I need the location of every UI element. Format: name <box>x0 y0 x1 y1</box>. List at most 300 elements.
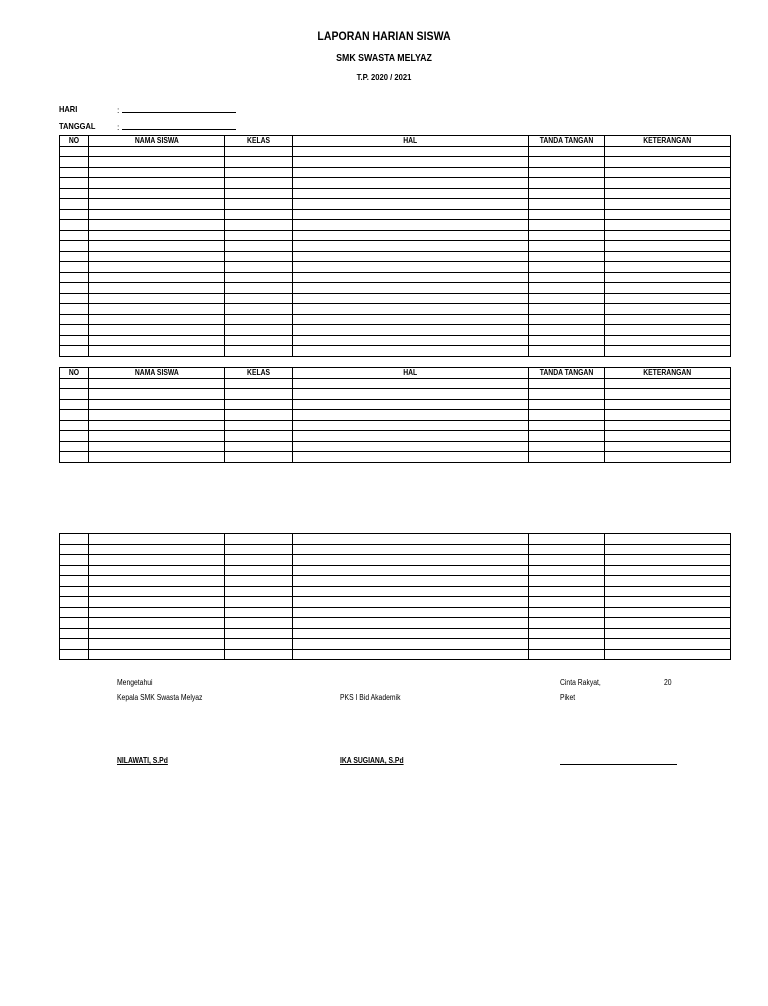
cell-kelas[interactable] <box>225 597 293 608</box>
cell-hal[interactable] <box>293 628 529 639</box>
cell-keterangan[interactable] <box>605 241 731 252</box>
cell-keterangan[interactable] <box>605 607 731 618</box>
table-row <box>60 628 731 639</box>
cell-nama-siswa[interactable] <box>89 325 225 336</box>
cell-tanda-tangan[interactable] <box>529 188 605 199</box>
cell-no[interactable] <box>60 431 89 442</box>
cell-keterangan[interactable] <box>605 335 731 346</box>
cell-keterangan[interactable] <box>605 597 731 608</box>
cell-hal[interactable] <box>293 283 529 294</box>
cell-tanda-tangan[interactable] <box>529 283 605 294</box>
cell-kelas[interactable] <box>225 441 293 452</box>
cell-kelas[interactable] <box>225 188 293 199</box>
cell-keterangan[interactable] <box>605 230 731 241</box>
cell-tanda-tangan[interactable] <box>529 441 605 452</box>
cell-kelas[interactable] <box>225 230 293 241</box>
cell-hal[interactable] <box>293 431 529 442</box>
cell-keterangan[interactable] <box>605 389 731 400</box>
report-table-3 <box>59 533 731 660</box>
school-year: T.P. 2020 / 2021 <box>356 72 412 82</box>
table-row <box>60 325 731 336</box>
cell-kelas[interactable] <box>225 262 293 273</box>
report-table-1 <box>59 135 731 357</box>
cell-no[interactable] <box>60 220 89 231</box>
cell-hal[interactable] <box>293 241 529 252</box>
cell-no[interactable] <box>60 649 89 660</box>
cell-nama-siswa[interactable] <box>89 389 225 400</box>
table-row <box>60 544 731 555</box>
tanggal-field[interactable] <box>117 121 236 132</box>
cell-nama-siswa[interactable] <box>89 157 225 168</box>
cell-tanda-tangan[interactable] <box>529 534 605 545</box>
table-row <box>60 146 731 157</box>
tanggal-blank-line <box>122 121 236 130</box>
cell-tanda-tangan[interactable] <box>529 272 605 283</box>
cell-nama-siswa[interactable] <box>89 597 225 608</box>
cell-hal[interactable] <box>293 346 529 357</box>
cell-tanda-tangan[interactable] <box>529 157 605 168</box>
col-tanda-tangan: TANDA TANGAN <box>529 136 605 147</box>
cell-nama-siswa[interactable] <box>89 565 225 576</box>
cell-no[interactable] <box>60 230 89 241</box>
cell-keterangan[interactable] <box>605 399 731 410</box>
table-header-row <box>60 368 731 379</box>
cell-hal[interactable] <box>293 399 529 410</box>
cell-no[interactable] <box>60 378 89 389</box>
cell-tanda-tangan[interactable] <box>529 178 605 189</box>
cell-no[interactable] <box>60 325 89 336</box>
cell-tanda-tangan[interactable] <box>529 251 605 262</box>
cell-tanda-tangan[interactable] <box>529 586 605 597</box>
cell-kelas[interactable] <box>225 209 293 220</box>
cell-nama-siswa[interactable] <box>89 346 225 357</box>
cell-keterangan[interactable] <box>605 346 731 357</box>
cell-kelas[interactable] <box>225 431 293 442</box>
table-header-row <box>60 136 731 147</box>
cell-kelas[interactable] <box>225 199 293 210</box>
cell-no[interactable] <box>60 314 89 325</box>
cell-tanda-tangan[interactable] <box>529 293 605 304</box>
cell-kelas[interactable] <box>225 293 293 304</box>
cell-kelas[interactable] <box>225 618 293 629</box>
cell-hal[interactable] <box>293 586 529 597</box>
cell-tanda-tangan[interactable] <box>529 199 605 210</box>
cell-hal[interactable] <box>293 293 529 304</box>
table-row <box>60 399 731 410</box>
cell-no[interactable] <box>60 389 89 400</box>
cell-no[interactable] <box>60 178 89 189</box>
cell-keterangan[interactable] <box>605 220 731 231</box>
piket-label: Piket <box>560 693 576 702</box>
table-row <box>60 241 731 252</box>
cell-no[interactable] <box>60 272 89 283</box>
table-row <box>60 389 731 400</box>
cell-kelas[interactable] <box>225 272 293 283</box>
cell-nama-siswa[interactable] <box>89 241 225 252</box>
cell-kelas[interactable] <box>225 544 293 555</box>
cell-no[interactable] <box>60 607 89 618</box>
cell-kelas[interactable] <box>225 325 293 336</box>
cell-no[interactable] <box>60 335 89 346</box>
cell-keterangan[interactable] <box>605 283 731 294</box>
table-row <box>60 304 731 315</box>
cell-hal[interactable] <box>293 220 529 231</box>
cell-kelas[interactable] <box>225 389 293 400</box>
cell-hal[interactable] <box>293 314 529 325</box>
cell-nama-siswa[interactable] <box>89 283 225 294</box>
cell-no[interactable] <box>60 420 89 431</box>
cell-no[interactable] <box>60 639 89 650</box>
table-row <box>60 230 731 241</box>
cell-nama-siswa[interactable] <box>89 304 225 315</box>
table-row <box>60 346 731 357</box>
cell-tanda-tangan[interactable] <box>529 649 605 660</box>
cell-keterangan[interactable] <box>605 452 731 463</box>
cell-keterangan[interactable] <box>605 272 731 283</box>
cell-kelas[interactable] <box>225 420 293 431</box>
cell-tanda-tangan[interactable] <box>529 452 605 463</box>
cell-hal[interactable] <box>293 534 529 545</box>
cell-tanda-tangan[interactable] <box>529 431 605 442</box>
cell-nama-siswa[interactable] <box>89 607 225 618</box>
col-keterangan: KETERANGAN <box>605 368 731 379</box>
cell-kelas[interactable] <box>225 452 293 463</box>
cell-hal[interactable] <box>293 167 529 178</box>
cell-no[interactable] <box>60 146 89 157</box>
cell-tanda-tangan[interactable] <box>529 230 605 241</box>
cell-hal[interactable] <box>293 378 529 389</box>
cell-nama-siswa[interactable] <box>89 188 225 199</box>
cell-hal[interactable] <box>293 188 529 199</box>
cell-nama-siswa[interactable] <box>89 410 225 421</box>
cell-tanda-tangan[interactable] <box>529 146 605 157</box>
cell-nama-siswa[interactable] <box>89 230 225 241</box>
cell-hal[interactable] <box>293 272 529 283</box>
cell-kelas[interactable] <box>225 639 293 650</box>
cell-keterangan[interactable] <box>605 410 731 421</box>
cell-tanda-tangan[interactable] <box>529 325 605 336</box>
table-row <box>60 167 731 178</box>
cell-no[interactable] <box>60 241 89 252</box>
cell-no[interactable] <box>60 452 89 463</box>
cell-kelas[interactable] <box>225 167 293 178</box>
table-row <box>60 199 731 210</box>
cell-kelas[interactable] <box>225 607 293 618</box>
cell-no[interactable] <box>60 555 89 566</box>
cell-nama-siswa[interactable] <box>89 576 225 587</box>
col-tanda-tangan: TANDA TANGAN <box>529 368 605 379</box>
table-row <box>60 209 731 220</box>
cell-kelas[interactable] <box>225 410 293 421</box>
cell-kelas[interactable] <box>225 628 293 639</box>
cell-nama-siswa[interactable] <box>89 262 225 273</box>
col-no: NO <box>60 368 89 379</box>
table-row <box>60 178 731 189</box>
cell-no[interactable] <box>60 167 89 178</box>
cell-no[interactable] <box>60 576 89 587</box>
cell-kelas[interactable] <box>225 649 293 660</box>
cell-tanda-tangan[interactable] <box>529 555 605 566</box>
cell-kelas[interactable] <box>225 399 293 410</box>
place-label: Cinta Rakyat, <box>560 678 601 687</box>
table-row <box>60 639 731 650</box>
cell-nama-siswa[interactable] <box>89 555 225 566</box>
piket-signature-line[interactable] <box>560 764 677 765</box>
cell-keterangan[interactable] <box>605 199 731 210</box>
cell-nama-siswa[interactable] <box>89 639 225 650</box>
cell-no[interactable] <box>60 544 89 555</box>
col-hal: HAL <box>293 368 529 379</box>
cell-keterangan[interactable] <box>605 441 731 452</box>
kepala-title: Kepala SMK Swasta Melyaz <box>117 693 203 702</box>
cell-kelas[interactable] <box>225 157 293 168</box>
cell-nama-siswa[interactable] <box>89 199 225 210</box>
cell-nama-siswa[interactable] <box>89 431 225 442</box>
cell-hal[interactable] <box>293 452 529 463</box>
table-row <box>60 410 731 421</box>
cell-no[interactable] <box>60 618 89 629</box>
cell-hal[interactable] <box>293 544 529 555</box>
cell-keterangan[interactable] <box>605 576 731 587</box>
cell-nama-siswa[interactable] <box>89 220 225 231</box>
table-row <box>60 607 731 618</box>
tanggal-separator: : <box>117 122 120 132</box>
cell-nama-siswa[interactable] <box>89 618 225 629</box>
table-row <box>60 452 731 463</box>
cell-tanda-tangan[interactable] <box>529 618 605 629</box>
table-row <box>60 283 731 294</box>
cell-keterangan[interactable] <box>605 178 731 189</box>
cell-keterangan[interactable] <box>605 293 731 304</box>
cell-kelas[interactable] <box>225 283 293 294</box>
school-name: SMK SWASTA MELYAZ <box>336 53 432 64</box>
cell-nama-siswa[interactable] <box>89 534 225 545</box>
cell-keterangan[interactable] <box>605 157 731 168</box>
report-title: LAPORAN HARIAN SISWA <box>317 29 451 43</box>
cell-tanda-tangan[interactable] <box>529 565 605 576</box>
cell-nama-siswa[interactable] <box>89 628 225 639</box>
cell-nama-siswa[interactable] <box>89 586 225 597</box>
cell-nama-siswa[interactable] <box>89 178 225 189</box>
cell-kelas[interactable] <box>225 335 293 346</box>
cell-tanda-tangan[interactable] <box>529 628 605 639</box>
cell-nama-siswa[interactable] <box>89 272 225 283</box>
cell-no[interactable] <box>60 410 89 421</box>
cell-kelas[interactable] <box>225 346 293 357</box>
cell-keterangan[interactable] <box>605 586 731 597</box>
cell-kelas[interactable] <box>225 220 293 231</box>
cell-kelas[interactable] <box>225 178 293 189</box>
cell-kelas[interactable] <box>225 565 293 576</box>
table-row <box>60 335 731 346</box>
table-row <box>60 251 731 262</box>
cell-hal[interactable] <box>293 251 529 262</box>
cell-no[interactable] <box>60 199 89 210</box>
cell-nama-siswa[interactable] <box>89 209 225 220</box>
cell-no[interactable] <box>60 346 89 357</box>
cell-kelas[interactable] <box>225 586 293 597</box>
cell-hal[interactable] <box>293 325 529 336</box>
cell-kelas[interactable] <box>225 146 293 157</box>
cell-tanda-tangan[interactable] <box>529 220 605 231</box>
cell-nama-siswa[interactable] <box>89 293 225 304</box>
col-nama-siswa: NAMA SISWA <box>89 368 225 379</box>
cell-nama-siswa[interactable] <box>89 649 225 660</box>
cell-keterangan[interactable] <box>605 209 731 220</box>
cell-no[interactable] <box>60 565 89 576</box>
cell-tanda-tangan[interactable] <box>529 167 605 178</box>
cell-tanda-tangan[interactable] <box>529 420 605 431</box>
cell-hal[interactable] <box>293 639 529 650</box>
cell-kelas[interactable] <box>225 241 293 252</box>
cell-keterangan[interactable] <box>605 167 731 178</box>
cell-keterangan[interactable] <box>605 628 731 639</box>
cell-hal[interactable] <box>293 262 529 273</box>
cell-tanda-tangan[interactable] <box>529 209 605 220</box>
cell-keterangan[interactable] <box>605 420 731 431</box>
cell-hal[interactable] <box>293 555 529 566</box>
cell-no[interactable] <box>60 262 89 273</box>
year-short-label: 20 <box>664 678 672 687</box>
cell-no[interactable] <box>60 209 89 220</box>
cell-hal[interactable] <box>293 441 529 452</box>
cell-nama-siswa[interactable] <box>89 335 225 346</box>
cell-tanda-tangan[interactable] <box>529 576 605 587</box>
cell-hal[interactable] <box>293 410 529 421</box>
cell-no[interactable] <box>60 293 89 304</box>
cell-tanda-tangan[interactable] <box>529 399 605 410</box>
cell-hal[interactable] <box>293 335 529 346</box>
table-row <box>60 293 731 304</box>
cell-keterangan[interactable] <box>605 544 731 555</box>
table-row <box>60 597 731 608</box>
cell-kelas[interactable] <box>225 555 293 566</box>
cell-tanda-tangan[interactable] <box>529 262 605 273</box>
cell-keterangan[interactable] <box>605 188 731 199</box>
cell-keterangan[interactable] <box>605 251 731 262</box>
cell-keterangan[interactable] <box>605 325 731 336</box>
cell-hal[interactable] <box>293 618 529 629</box>
cell-keterangan[interactable] <box>605 534 731 545</box>
cell-no[interactable] <box>60 441 89 452</box>
cell-kelas[interactable] <box>225 314 293 325</box>
table-row <box>60 649 731 660</box>
cell-no[interactable] <box>60 251 89 262</box>
cell-tanda-tangan[interactable] <box>529 639 605 650</box>
pks-title: PKS I Bid Akademik <box>340 693 401 702</box>
cell-hal[interactable] <box>293 178 529 189</box>
table-row <box>60 565 731 576</box>
cell-keterangan[interactable] <box>605 146 731 157</box>
cell-tanda-tangan[interactable] <box>529 607 605 618</box>
cell-hal[interactable] <box>293 597 529 608</box>
cell-kelas[interactable] <box>225 304 293 315</box>
cell-hal[interactable] <box>293 209 529 220</box>
cell-keterangan[interactable] <box>605 314 731 325</box>
cell-tanda-tangan[interactable] <box>529 335 605 346</box>
cell-nama-siswa[interactable] <box>89 441 225 452</box>
cell-nama-siswa[interactable] <box>89 251 225 262</box>
table-row <box>60 431 731 442</box>
cell-tanda-tangan[interactable] <box>529 544 605 555</box>
cell-hal[interactable] <box>293 199 529 210</box>
cell-no[interactable] <box>60 304 89 315</box>
cell-tanda-tangan[interactable] <box>529 378 605 389</box>
cell-tanda-tangan[interactable] <box>529 597 605 608</box>
cell-hal[interactable] <box>293 565 529 576</box>
cell-keterangan[interactable] <box>605 649 731 660</box>
cell-tanda-tangan[interactable] <box>529 314 605 325</box>
cell-hal[interactable] <box>293 389 529 400</box>
cell-nama-siswa[interactable] <box>89 452 225 463</box>
mengetahui-label: Mengetahui <box>117 678 153 687</box>
cell-nama-siswa[interactable] <box>89 167 225 178</box>
cell-no[interactable] <box>60 586 89 597</box>
cell-tanda-tangan[interactable] <box>529 410 605 421</box>
table-row <box>60 314 731 325</box>
cell-keterangan[interactable] <box>605 262 731 273</box>
cell-keterangan[interactable] <box>605 304 731 315</box>
cell-no[interactable] <box>60 534 89 545</box>
cell-tanda-tangan[interactable] <box>529 346 605 357</box>
cell-hal[interactable] <box>293 157 529 168</box>
cell-hal[interactable] <box>293 146 529 157</box>
table-row <box>60 188 731 199</box>
cell-nama-siswa[interactable] <box>89 378 225 389</box>
cell-no[interactable] <box>60 399 89 410</box>
cell-nama-siswa[interactable] <box>89 146 225 157</box>
table-row <box>60 534 731 545</box>
cell-hal[interactable] <box>293 576 529 587</box>
cell-tanda-tangan[interactable] <box>529 304 605 315</box>
tanggal-label: TANGGAL <box>59 121 96 131</box>
cell-no[interactable] <box>60 597 89 608</box>
hari-field[interactable] <box>117 104 236 115</box>
cell-no[interactable] <box>60 157 89 168</box>
cell-tanda-tangan[interactable] <box>529 389 605 400</box>
cell-kelas[interactable] <box>225 576 293 587</box>
cell-hal[interactable] <box>293 420 529 431</box>
cell-nama-siswa[interactable] <box>89 314 225 325</box>
table-row <box>60 262 731 273</box>
cell-tanda-tangan[interactable] <box>529 241 605 252</box>
hari-separator: : <box>117 105 120 115</box>
cell-keterangan[interactable] <box>605 565 731 576</box>
table-row <box>60 220 731 231</box>
table-row <box>60 555 731 566</box>
cell-nama-siswa[interactable] <box>89 420 225 431</box>
cell-keterangan[interactable] <box>605 378 731 389</box>
cell-keterangan[interactable] <box>605 618 731 629</box>
cell-keterangan[interactable] <box>605 555 731 566</box>
cell-kelas[interactable] <box>225 251 293 262</box>
cell-hal[interactable] <box>293 649 529 660</box>
col-kelas: KELAS <box>225 368 293 379</box>
cell-keterangan[interactable] <box>605 431 731 442</box>
cell-no[interactable] <box>60 628 89 639</box>
col-no: NO <box>60 136 89 147</box>
cell-nama-siswa[interactable] <box>89 544 225 555</box>
cell-kelas[interactable] <box>225 378 293 389</box>
cell-no[interactable] <box>60 283 89 294</box>
cell-hal[interactable] <box>293 304 529 315</box>
cell-keterangan[interactable] <box>605 639 731 650</box>
cell-kelas[interactable] <box>225 534 293 545</box>
cell-no[interactable] <box>60 188 89 199</box>
cell-hal[interactable] <box>293 607 529 618</box>
cell-nama-siswa[interactable] <box>89 399 225 410</box>
cell-hal[interactable] <box>293 230 529 241</box>
